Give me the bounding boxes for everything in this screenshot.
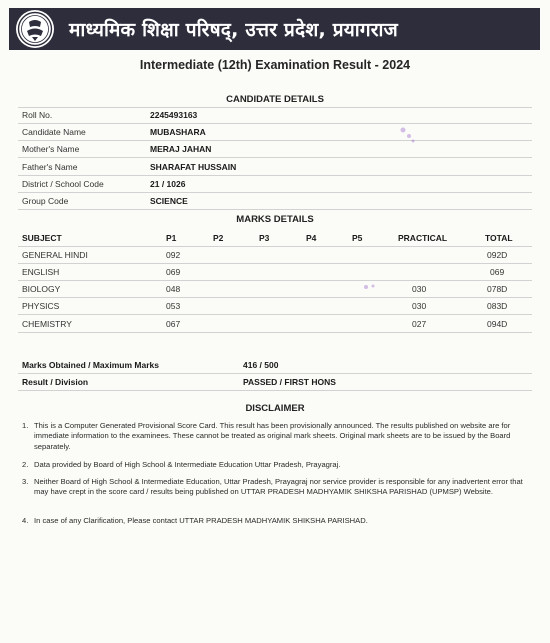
divider: [18, 314, 532, 315]
marks-obtained-label: Marks Obtained / Maximum Marks: [22, 360, 159, 370]
result-division-label: Result / Division: [22, 377, 89, 387]
field-value: 21 / 1026: [150, 179, 186, 189]
field-label: Mother's Name: [22, 144, 80, 154]
column-header-total: TOTAL: [485, 233, 513, 243]
field-label: Group Code: [22, 196, 69, 206]
divider: [18, 390, 532, 391]
item-number: 3.: [22, 477, 29, 486]
header-banner: [9, 8, 540, 50]
up-government-emblem-icon: [15, 9, 55, 49]
p1-cell: 048: [166, 284, 181, 294]
disclaimer-item: [22, 460, 534, 470]
column-header-p2: P2: [213, 233, 224, 243]
disclaimer-item: [22, 477, 534, 498]
column-header-p3: P3: [259, 233, 270, 243]
marks-obtained-value: 416 / 500: [243, 360, 279, 370]
column-header-p4: P4: [306, 233, 317, 243]
practical-cell: 030: [412, 284, 427, 294]
disclaimer-heading: DISCLAIMER: [245, 403, 305, 414]
field-value: MERAJ JAHAN: [150, 144, 212, 154]
field-value: SCIENCE: [150, 196, 188, 206]
divider: [18, 192, 532, 193]
divider: [18, 297, 532, 298]
total-cell: 069: [490, 267, 505, 277]
divider: [18, 157, 532, 158]
total-cell: 092D: [487, 250, 508, 260]
practical-cell: 030: [412, 301, 427, 311]
total-cell: 094D: [487, 319, 508, 329]
subject-cell: GENERAL HINDI: [22, 250, 88, 260]
column-header-p5: P5: [352, 233, 363, 243]
item-number: 4.: [22, 516, 29, 525]
field-label: District / School Code: [22, 179, 104, 189]
divider: [18, 263, 532, 264]
field-label: Candidate Name: [22, 127, 86, 137]
practical-cell: 027: [412, 319, 427, 329]
result-division-value: PASSED / FIRST HONS: [243, 377, 336, 387]
divider: [18, 123, 532, 124]
item-number: 1.: [22, 421, 29, 430]
p1-cell: 067: [166, 319, 181, 329]
disclaimer-item: [22, 421, 534, 452]
field-label: Father's Name: [22, 162, 78, 172]
marks-details-heading: MARKS DETAILS: [236, 214, 314, 225]
disclaimer-item: [22, 516, 534, 526]
divider: [18, 140, 532, 141]
item-text: This is a Computer Generated Provisional Score Card. This result has been provisionally announced. The results published on website are for immediate information to the examinees. These cannot be treated as original mark sheets. Original mark sheets are to be issued by the Board separately.: [34, 421, 511, 451]
ink-smudge: [360, 282, 380, 292]
divider: [18, 175, 532, 176]
field-value: MUBASHARA: [150, 127, 206, 137]
subject-cell: BIOLOGY: [22, 284, 61, 294]
column-header-p1: P1: [166, 233, 177, 243]
divider: [18, 246, 532, 247]
p1-cell: 069: [166, 267, 181, 277]
subject-cell: PHYSICS: [22, 301, 60, 311]
page-title: Intermediate (12th) Examination Result - 2024: [139, 58, 411, 72]
board-name-hindi: माध्यमिक शिक्षा परिषद्, उत्तर प्रदेश, प्रयागराज: [69, 19, 398, 41]
divider: [18, 332, 532, 333]
field-value: 2245493163: [150, 110, 198, 120]
candidate-details-heading: CANDIDATE DETAILS: [226, 94, 324, 105]
column-header-practical: PRACTICAL: [398, 233, 448, 243]
item-text: Data provided by Board of High School & Intermediate Education Uttar Pradesh, Prayagraj.: [34, 460, 341, 469]
subject-cell: CHEMISTRY: [22, 319, 72, 329]
divider: [18, 209, 532, 210]
ink-smudge: [395, 124, 419, 146]
item-text: Neither Board of High School & Intermediate Education, Uttar Pradesh, Prayagraj nor service provider is responsible for any inadvertent error that may have crept in the score card / results being published on UTTAR PRADESH MADHYAMIK SHIKSHA PARISHAD (UPMSP) Website.: [34, 477, 523, 497]
total-cell: 078D: [487, 284, 508, 294]
subject-cell: ENGLISH: [22, 267, 60, 277]
total-cell: 083D: [487, 301, 508, 311]
divider: [18, 107, 532, 108]
p1-cell: 053: [166, 301, 181, 311]
item-number: 2.: [22, 460, 29, 469]
field-value: SHARAFAT HUSSAIN: [150, 162, 237, 172]
item-text: In case of any Clarification, Please contact UTTAR PRADESH MADHYAMIK SHIKSHA PARISHAD.: [34, 516, 368, 525]
field-label: Roll No.: [22, 110, 53, 120]
p1-cell: 092: [166, 250, 181, 260]
divider: [18, 280, 532, 281]
column-header-subject: SUBJECT: [22, 233, 62, 243]
divider: [18, 373, 532, 374]
